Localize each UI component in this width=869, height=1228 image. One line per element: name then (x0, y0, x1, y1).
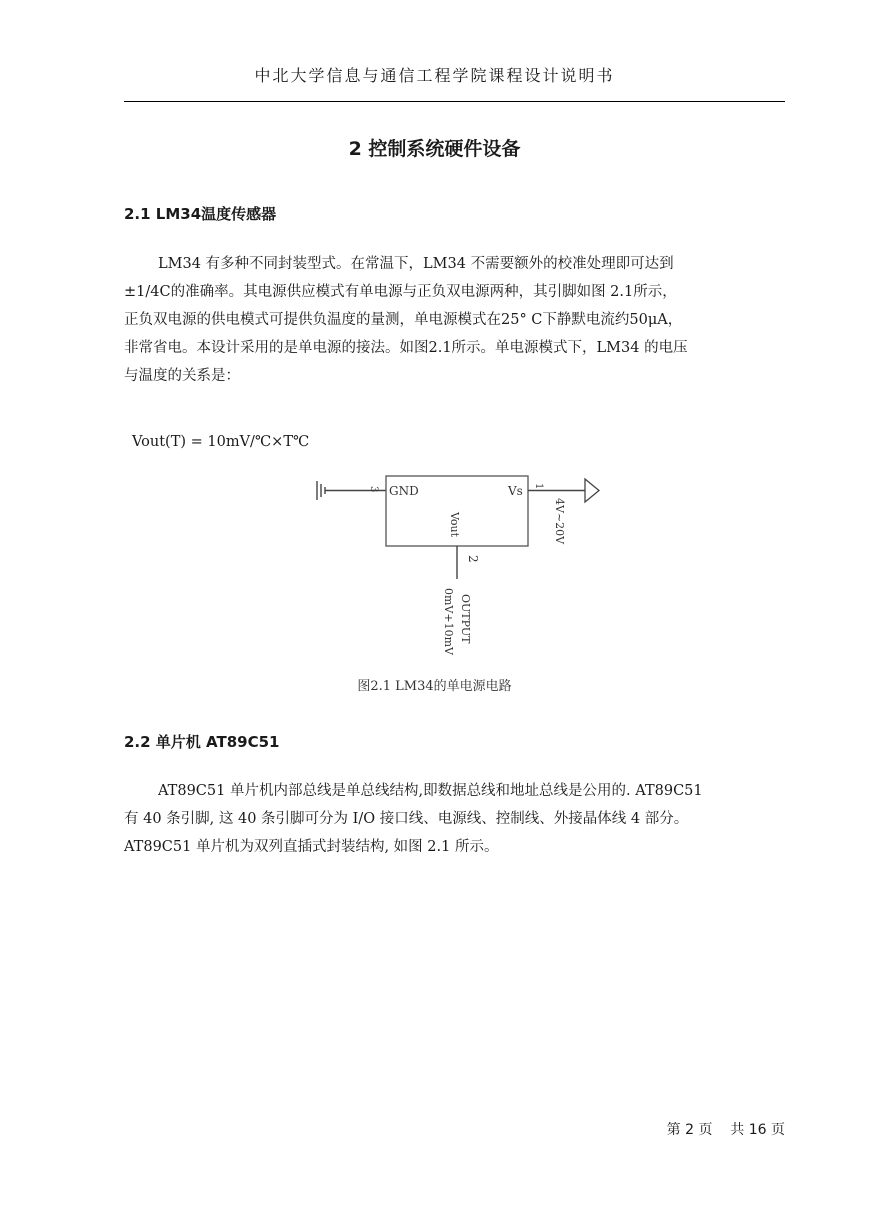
lm34-circuit-diagram (300, 470, 620, 665)
paragraph-at89c51 (124, 777, 785, 861)
supply-arrow-icon (585, 479, 599, 502)
paragraph-line: 有 40 条引脚, 这 40 条引脚可分为 I/O 接口线、电源线、控制线、外接晶体线 4 部分。 (124, 811, 689, 827)
paragraph-lm34 (124, 250, 785, 390)
paragraph-line: LM34 有多种不同封装型式。在常温下，LM34 不需要额外的校准处理即可达到 (158, 256, 674, 272)
gnd-pin-number: 3 (368, 486, 379, 493)
output-title-label: OUTPUT (459, 594, 472, 644)
paragraph-line: 非常省电。本设计采用的是单电源的接法。如图2.1所示。单电源模式下，LM34 的电压 (124, 340, 688, 356)
paragraph-line: 与温度的关系是： (124, 368, 240, 384)
paragraph-line: AT89C51 单片机为双列直插式封装结构, 如图 2.1 所示。 (124, 839, 499, 855)
vout-pin-number: 2 (466, 555, 480, 563)
section-heading-lm34: 2.1 LM34温度传感器 (124, 205, 277, 223)
paragraph-line: ±1/4C的准确率。其电源供应模式有单电源与正负双电源两种，其引脚如图 2.1所示， (124, 284, 677, 300)
section-heading-at89c51: 2.2 单片机 AT89C51 (124, 733, 280, 751)
paragraph-line: AT89C51 单片机内部总线是单总线结构,即数据总线和地址总线是公用的. AT89C51 (158, 783, 703, 799)
voltage-formula: Vout(T) = 10mV/℃×T℃ (132, 434, 310, 450)
vout-pin-label: Vout (448, 512, 461, 538)
page-number: 第 2 页 (666, 1122, 713, 1138)
paragraph-line: 正负双电源的供电模式可提供负温度的量测，单电源模式在25° C下静默电流约50μA， (124, 312, 683, 328)
total-pages: 共 16 页 (730, 1122, 785, 1138)
figure-caption: 图2.1 LM34的单电源电路 (357, 679, 512, 694)
supply-range-label: 4V~20V (553, 498, 566, 545)
vs-pin-number: 1 (533, 483, 544, 490)
page-footer (667, 1119, 785, 1139)
page-header: 中北大学信息与通信工程学院课程设计说明书 (254, 66, 615, 85)
header-divider (124, 101, 785, 102)
vs-pin-label: Vs (508, 484, 523, 498)
ground-symbol (317, 481, 325, 500)
output-range-label: 0mV+10mV (442, 588, 455, 655)
chapter-title: 2 控制系统硬件设备 (348, 138, 521, 160)
gnd-pin-label: GND (389, 484, 419, 498)
